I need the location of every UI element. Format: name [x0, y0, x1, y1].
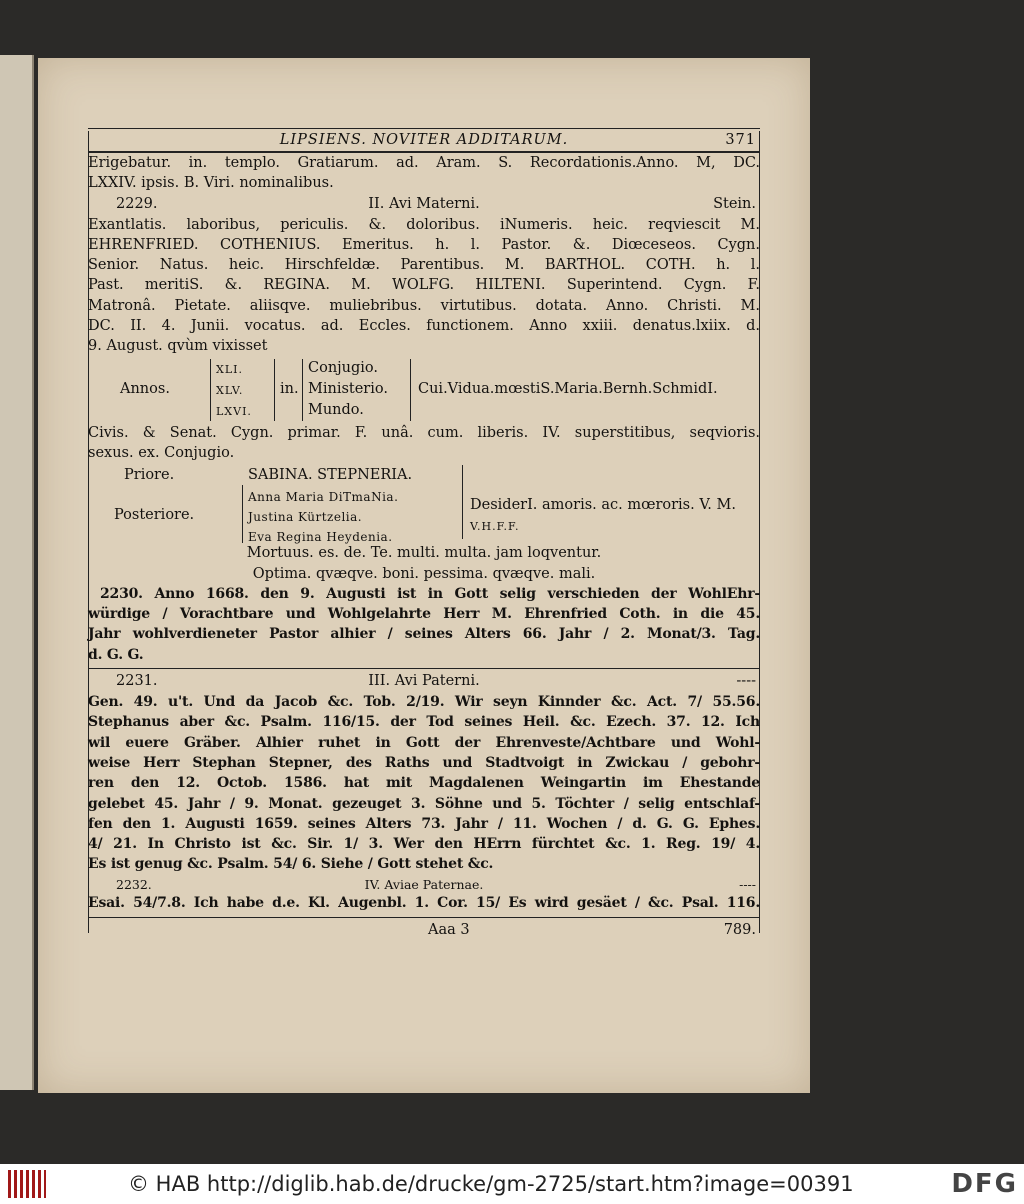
bottom-rule — [88, 917, 760, 918]
annos-label: Annos. — [120, 380, 170, 397]
posteriore-name: Eva Regina Heydenia. — [248, 530, 393, 545]
text-line: 4/ 21. In Christo ist &c. Sir. 1/ 3. Wer den HErrn fürchtet &c. 1. Reg. 19/ 4. — [88, 836, 760, 853]
running-header — [88, 128, 760, 153]
section-divider — [88, 668, 760, 669]
annos-table — [88, 357, 760, 423]
section-number: 2231. — [116, 673, 158, 690]
text-line: 9. August. qvùm vixisset — [88, 338, 268, 355]
desideri-text: DesiderI. amoris. ac. mœroris. V. M. — [470, 497, 736, 514]
section-mark: ---- — [739, 876, 756, 892]
section-mark: Stein. — [713, 195, 756, 212]
text-line: Jahr wohlverdieneter Pastor alhier / seines Alters 66. Jahr / 2. Monat/3. Tag. — [88, 626, 760, 643]
annos-term: Mundo. — [308, 401, 364, 418]
text-line: Stephanus aber &c. Psalm. 116/15. der Tod seines Heil. &c. Ezech. 37. 12. Ich — [88, 714, 760, 731]
vhff-text: V.H.F.F. — [470, 520, 520, 534]
text-line: EHRENFRIED. COTHENIUS. Emeritus. h. l. Pastor. &. Diœceseos. Cygn. — [88, 236, 760, 253]
text-line: Exantlatis. laboribus, periculis. &. doloribus. iNumeris. heic. reqviescit M. — [88, 216, 760, 233]
annos-number: XLV. — [216, 383, 244, 397]
header-title: LIPSIENS. NOVITER ADDITARUM. — [279, 132, 569, 148]
copyright-text[interactable]: © HAB http://diglib.hab.de/drucke/gm-2725/start.htm?image=00391 — [128, 1172, 854, 1196]
bracket-line — [410, 359, 411, 421]
text-line: d. G. G. — [88, 646, 144, 663]
annos-in: in. — [280, 380, 299, 397]
signature-mark: Aaa 3 — [428, 922, 470, 939]
section-heading — [88, 875, 760, 893]
section-number: 2229. — [116, 195, 158, 212]
section-heading — [88, 194, 760, 215]
signature-number: 789. — [723, 922, 756, 939]
text-line: Senior. Natus. heic. Hirschfeldæ. Parentibus. M. BARTHOL. COTH. h. l. — [88, 257, 760, 274]
priore-label: Priore. — [124, 467, 175, 484]
wives-table — [88, 463, 760, 543]
book-page — [38, 58, 810, 1093]
hab-logo-icon — [8, 1170, 46, 1198]
text-line: sexus. ex. Conjugio. — [88, 444, 235, 461]
text-line: Gen. 49. u't. Und da Jacob &c. Tob. 2/19. Wir seyn Kinnder &c. Act. 7/ 55.56. — [88, 694, 760, 711]
text-line: fen den 1. Augusti 1659. seines Alters 73. Jahr / 11. Wochen / d. G. G. Ephes. — [88, 815, 760, 832]
text-line: wil euere Gräber. Alhier ruhet in Gott der Ehrenveste/Achtbare und Wohl- — [88, 734, 760, 751]
text-line: würdige / Vorachtbare und Wohlgelahrte Herr M. Ehrenfried Coth. in die 45. — [88, 606, 760, 623]
text-line: weise Herr Stephan Stepner, des Raths und Stadtvoigt in Zwickau / gebohr- — [88, 754, 760, 771]
priore-name: SABINA. STEPNERIA. — [248, 467, 413, 484]
previous-page-edge — [0, 55, 34, 1090]
page-number: 371 — [725, 132, 756, 148]
posteriore-label: Posteriore. — [114, 507, 195, 524]
section-number: 2232. — [116, 876, 152, 892]
text-line: Es ist genug &c. Psalm. 54/ 6. Siehe / Gott stehet &c. — [88, 856, 494, 873]
text-line: gelebet 45. Jahr / 9. Monat. gezeuget 3. Söhne und 5. Töchter / selig entschlaf- — [88, 795, 760, 812]
text-line: 2230. Anno 1668. den 9. Augusti ist in Gott selig verschieden der WohlEhr- — [100, 585, 760, 602]
signature-line — [88, 920, 760, 941]
section-title: II. Avi Materni. — [368, 195, 480, 212]
posteriore-name: Anna Maria DiTmaNia. — [248, 490, 399, 505]
bracket-line — [274, 359, 275, 421]
section-title: III. Avi Paterni. — [368, 673, 480, 690]
dfg-logo: DFG — [951, 1169, 1018, 1199]
bracket-line — [462, 465, 463, 539]
annos-number: XLI. — [216, 362, 243, 376]
text-line: LXXIV. ipsis. B. Viri. nominalibus. — [88, 175, 334, 192]
text-line: DC. II. 4. Junii. vocatus. ad. Eccles. functionem. Anno xxiii. denatus.lxiix. d. — [88, 318, 760, 335]
text-line: Esai. 54/7.8. Ich habe d.e. Kl. Augenbl. 1. Cor. 15/ Es wird gesäet / &c. Psal. 116. — [88, 894, 760, 911]
text-line: ren den 12. Octob. 1586. hat mit Magdalenen Weingartin im Ehestande — [88, 775, 760, 792]
annos-number: LXVI. — [216, 404, 252, 418]
bracket-line — [302, 359, 303, 421]
annos-term: Conjugio. — [308, 359, 379, 376]
section-heading — [88, 671, 760, 692]
text-line: Past. meritiS. &. REGINA. M. WOLFG. HILTENI. Superintend. Cygn. F. — [88, 277, 760, 294]
section-title: IV. Aviae Paternae. — [364, 876, 484, 892]
text-line: Erigebatur. in. templo. Gratiarum. ad. Aram. S. Recordationis.Anno. M, DC. — [88, 155, 760, 171]
bracket-line — [242, 485, 243, 543]
footer-bar — [0, 1164, 1024, 1204]
text-line: Matronâ. Pietate. aliisqve. muliebribus. virtutibus. dotata. Anno. Christi. M. — [88, 297, 760, 314]
text-line: Optima. qvæqve. boni. pessima. qvæqve. mali. — [252, 565, 596, 582]
posteriore-name: Justina Kürtzelia. — [248, 510, 363, 525]
vidua-text: Cui.Vidua.mœstiS.Maria.Bernh.SchmidI. — [418, 380, 718, 397]
annos-term: Ministerio. — [308, 380, 388, 397]
bracket-line — [210, 359, 211, 421]
text-line: Mortuus. es. de. Te. multi. multa. jam loqventur. — [246, 545, 602, 562]
page-text — [88, 128, 760, 941]
section-mark: ---- — [736, 673, 756, 690]
text-line: Civis. & Senat. Cygn. primar. F. unâ. cum. liberis. IV. superstitibus, seqvioris. — [88, 424, 760, 441]
